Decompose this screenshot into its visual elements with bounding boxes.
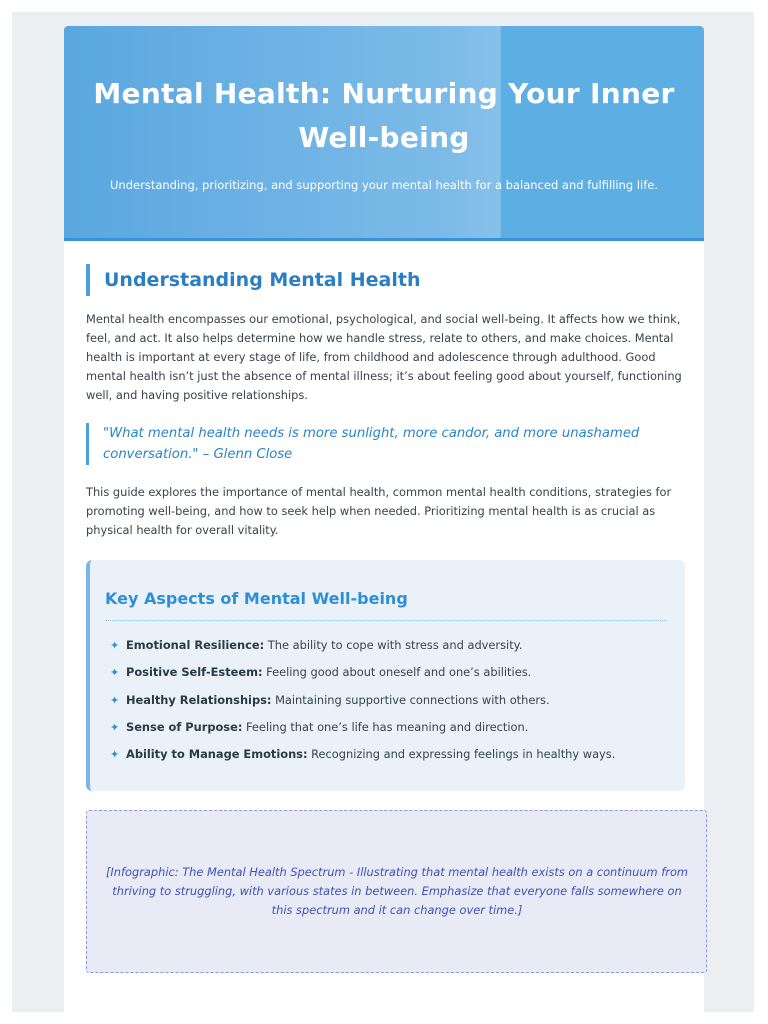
infographic-description: [Infographic: The Mental Health Spectrum - Illustrating that mental health exists on a continuum from thriving to struggling, with various states in between. Emphasize that everyone falls somewhere on this spectrum and it can change over time.] — [105, 865, 689, 917]
hero-banner — [64, 26, 704, 241]
aspect-text: The ability to cope with stress and adversity. — [264, 638, 523, 652]
aspect-label: Sense of Purpose: — [126, 719, 243, 734]
aspect-text: Feeling that one’s life has meaning and direction. — [242, 719, 529, 734]
guide-paragraph: This guide explores the importance of mental health, common mental health conditions, strategies for promoting well-being, and how to seek help when needed. Prioritizing mental health is as crucial as physical health for overall vitality. — [86, 485, 672, 537]
aspect-label: Healthy Relationships: — [126, 692, 272, 707]
brain-icon: ✦ — [110, 639, 120, 652]
aspect-label: Emotional Resilience: — [126, 638, 265, 652]
list-item — [110, 632, 670, 659]
quote-block: "What mental health needs is more sunlight, more candor, and more unashamed conversation." – Glenn Close — [86, 423, 663, 465]
list-item — [110, 714, 670, 741]
brain-icon: ✦ — [110, 748, 120, 762]
aspect-label: Ability to Manage Emotions: — [126, 747, 308, 762]
key-aspects-title: Key Aspects of Mental Well-being — [105, 589, 408, 608]
list-item — [110, 687, 670, 714]
aspect-text: Feeling good about oneself and one’s abilities. — [262, 665, 532, 680]
key-aspects-list — [110, 632, 670, 768]
aspect-text: Maintaining supportive connections with others. — [271, 692, 550, 707]
brain-icon: ✦ — [110, 693, 120, 707]
aspect-label: Positive Self-Esteem: — [126, 665, 263, 680]
article-page — [64, 26, 704, 1024]
intro-paragraph: Mental health encompasses our emotional, psychological, and social well-being. It affects how we think, feel, and act. It also helps determine how we handle stress, relate to others, and make choices. Mental health is important at every stage of life, from childhood and adolescence through adulthood. Good mental health isn’t just the absence of mental illness; it’s about feeling good about yourself, functioning well, and having positive relationships. — [86, 312, 682, 402]
infographic-placeholder — [86, 810, 707, 973]
list-item — [110, 659, 670, 686]
page-subtitle: Understanding, prioritizing, and supporting your mental health for a balanced and fulfilling life. — [110, 178, 658, 192]
brain-icon: ✦ — [110, 720, 120, 734]
key-aspects-box — [86, 560, 685, 791]
brain-icon: ✦ — [110, 666, 120, 680]
list-item — [110, 741, 670, 768]
section-heading-understanding: Understanding Mental Health — [86, 264, 421, 296]
aspect-text: Recognizing and expressing feelings in healthy ways. — [307, 747, 616, 762]
dotted-divider — [105, 620, 667, 621]
page-title: Mental Health: Nurturing Your Inner Well-being — [93, 77, 675, 154]
